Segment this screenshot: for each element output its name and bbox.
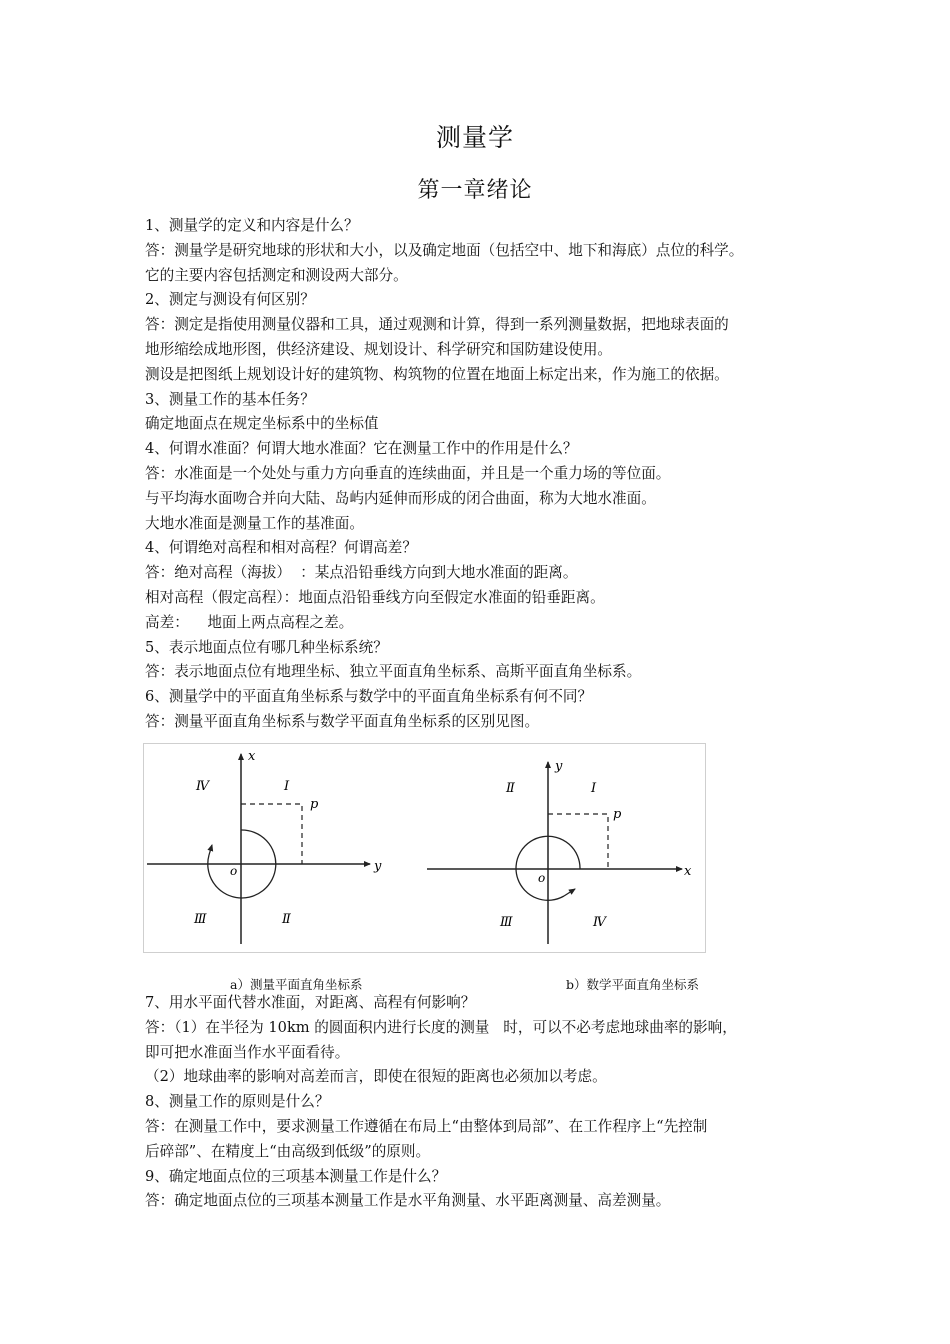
text-line: 5、表示地面点位有哪几种坐标系统？ (145, 638, 388, 656)
right-rotation-arrow (564, 889, 575, 896)
text-line: 后碎部”、在精度上“由高级到低级”的原则。 (145, 1142, 431, 1160)
document-title: 测量学 (435, 123, 514, 152)
left-horizontal-axis-label: y (374, 859, 382, 874)
text-line: 即可把水准面当作水平面看待。 (145, 1043, 350, 1061)
text-line: 7、用水平面代替水准面，对距离、高程有何影响？ (145, 994, 476, 1011)
text-line: 测设是把图纸上规划设计好的建筑物、构筑物的位置在地面上标定出来，作为施工的依据。 (145, 365, 729, 383)
text-line: 答：测量平面直角坐标系与数学平面直角坐标系的区别见图。 (145, 712, 540, 730)
left-quadrant-label: Ⅰ (284, 779, 290, 794)
text-block-part1 (145, 214, 815, 735)
text-line: 答：水准面是一个处处与重力方向垂直的连续曲面，并且是一个重力场的等位面。 (145, 464, 671, 482)
text-line: 答：表示地面点位有地理坐标、独立平面直角坐标系、高斯平面直角坐标系。 (145, 663, 642, 681)
math-coordinate-diagram (427, 759, 692, 944)
text-line: 1、测量学的定义和内容是什么？ (145, 217, 359, 234)
text-line: 4、何谓水准面？何谓大地水准面？它在测量工作中的作用是什么？ (145, 440, 578, 458)
right-point-label: p (613, 807, 622, 822)
text-line: 相对高程（假定高程）：地面点沿铅垂线方向至假定水准面的铅垂距离。 (145, 588, 605, 606)
left-quadrant-label: Ⅱ (282, 912, 291, 927)
right-quadrant-label: Ⅱ (506, 781, 515, 796)
text-line: 2、测定与测设有何区别？ (145, 291, 315, 309)
left-point-projection (241, 804, 302, 864)
left-rotation-arrow (209, 845, 212, 855)
text-line: 答：测定是指使用测量仪器和工具，通过观测和计算，得到一系列测量数据，把地球表面的 (145, 316, 729, 334)
text-block-part2 (145, 991, 815, 1214)
text-line: 高差： 地面上两点高程之差。 (145, 613, 354, 631)
text-line: 4、何谓绝对高程和相对高程？何谓高差？ (145, 539, 417, 557)
figure-caption-b: b）数学平面直角坐标系 (566, 977, 700, 992)
right-quadrant-label: Ⅰ (591, 781, 597, 796)
left-quadrant-label: Ⅳ (196, 779, 209, 794)
text-line: 它的主要内容包括测定和测设两大部分。 (145, 266, 408, 284)
text-line: 答：测量学是研究地球的形状和大小，以及确定地面（包括空中、地下和海底）点位的科学。 (145, 241, 744, 259)
figure-caption-a: a）测量平面直角坐标系 (230, 977, 363, 992)
text-line: 8、测量工作的原则是什么？ (145, 1093, 330, 1111)
right-point-projection (548, 814, 608, 869)
chapter-heading: 第一章绪论 (417, 178, 533, 203)
right-origin-label: o (538, 871, 546, 885)
right-vertical-axis-label: y (555, 759, 563, 774)
text-line: 6、测量学中的平面直角坐标系与数学中的平面直角坐标系有何不同？ (145, 688, 593, 706)
text-line: 答：确定地面点位的三项基本测量工作是水平角测量、水平距离测量、高差测量。 (145, 1192, 671, 1210)
coordinate-systems-figure (143, 743, 706, 953)
text-line: 大地水准面是测量工作的基准面。 (145, 514, 364, 532)
text-line: 9、确定地面点位的三项基本测量工作是什么？ (145, 1167, 447, 1185)
text-line: 3、测量工作的基本任务？ (145, 390, 315, 408)
right-quadrant-label: Ⅲ (500, 915, 513, 930)
text-line: 地形缩绘成地形图，供经济建设、规划设计、科学研究和国防建设使用。 (145, 340, 613, 358)
text-line: 答：在测量工作中，要求测量工作遵循在布局上“由整体到局部”、在工作程序上“先控制 (145, 1117, 708, 1135)
text-line: 答：绝对高程（海拔） ：某点沿铅垂线方向到大地水准面的距离。 (145, 564, 578, 582)
right-horizontal-axis-label: x (684, 864, 692, 879)
text-line: 答：（1）在半径为 10km 的圆面积内进行长度的测量 时，可以不必考虑地球曲率的影响， (145, 1018, 737, 1036)
left-vertical-axis-label: x (248, 749, 256, 764)
left-origin-label: o (230, 864, 238, 878)
text-line: 与平均海水面吻合并向大陆、岛屿内延伸而形成的闭合曲面，称为大地水准面。 (145, 489, 656, 507)
coordinate-diagram (144, 744, 707, 954)
left-quadrant-label: Ⅲ (194, 912, 207, 927)
text-line: （2）地球曲率的影响对高差而言，即使在很短的距离也必须加以考虑。 (145, 1068, 607, 1086)
left-point-label: p (310, 797, 319, 812)
survey-coordinate-diagram (147, 749, 382, 944)
text-line: 确定地面点在规定坐标系中的坐标值 (145, 415, 379, 433)
right-quadrant-label: Ⅳ (593, 915, 606, 930)
